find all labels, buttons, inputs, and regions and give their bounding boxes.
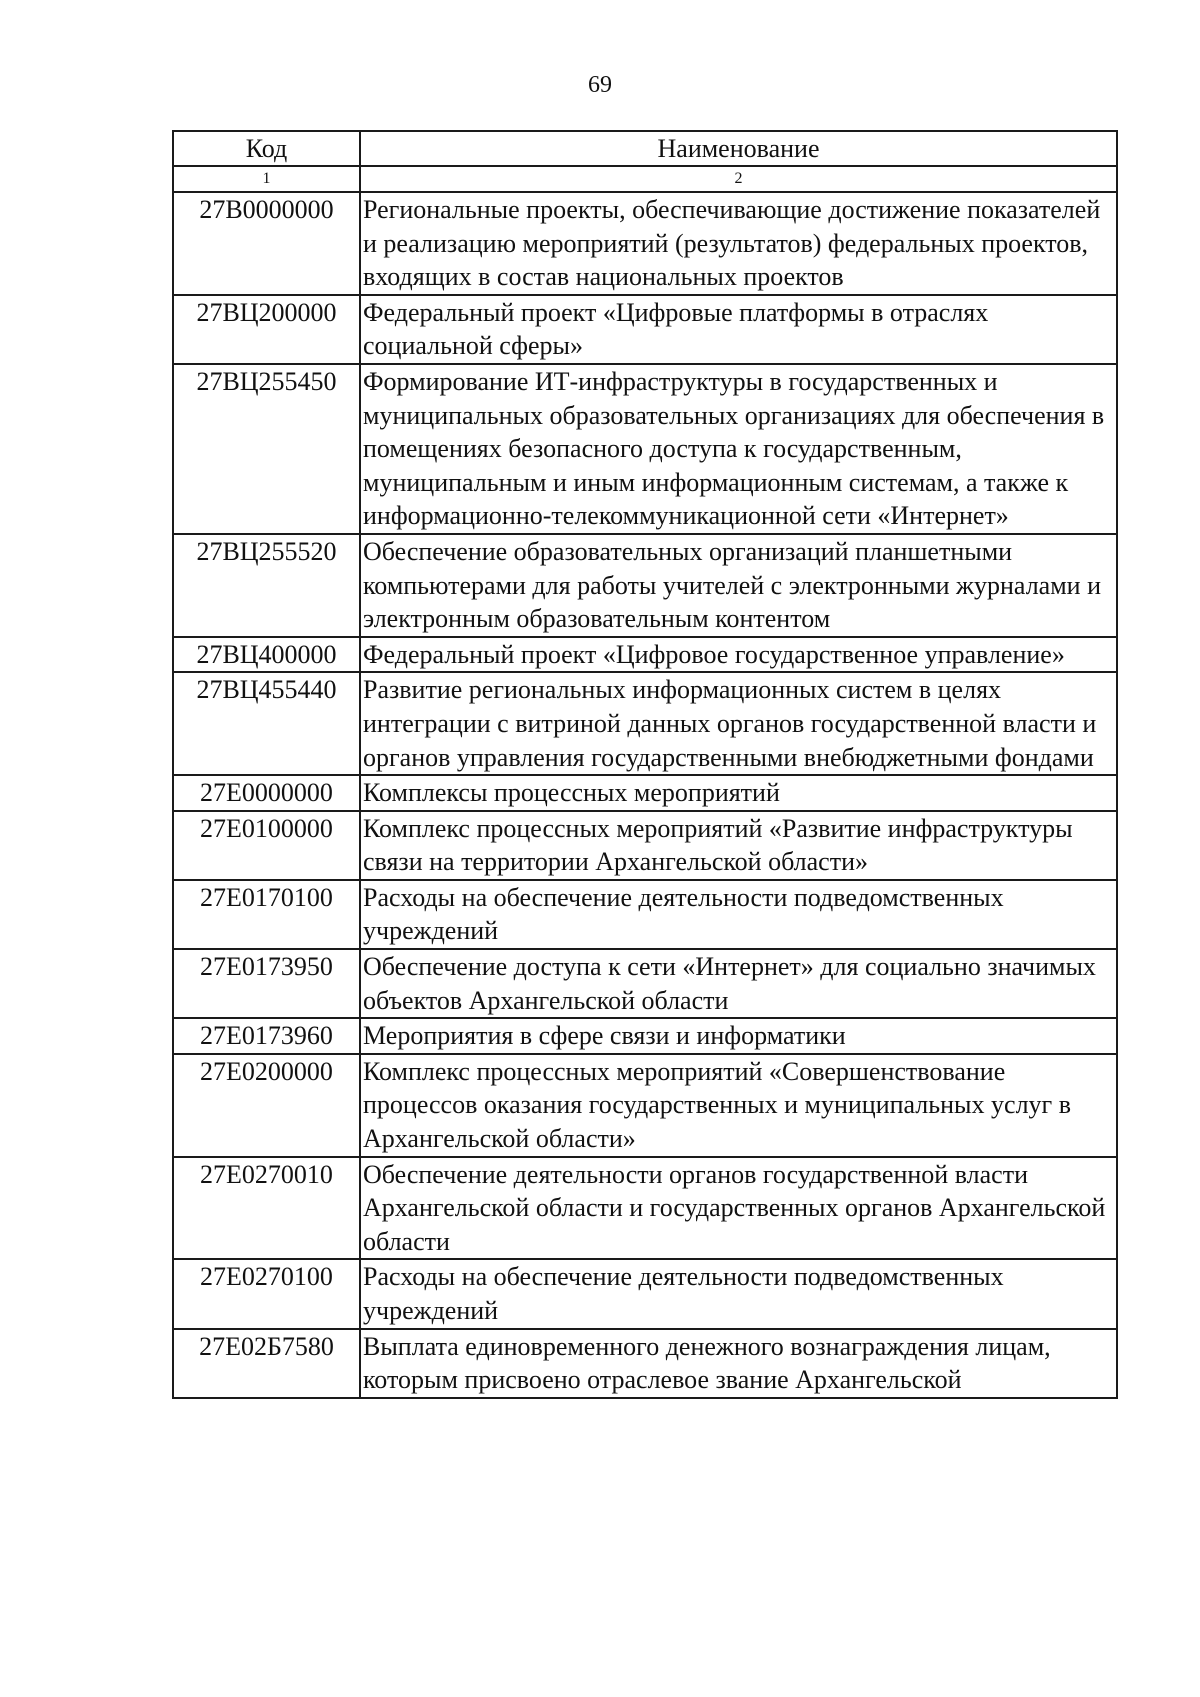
row-code: 27ВЦ255450 bbox=[173, 364, 360, 534]
table-row bbox=[173, 295, 1117, 364]
header-code: Код bbox=[173, 131, 360, 166]
row-code: 27Е0200000 bbox=[173, 1054, 360, 1157]
row-name: Выплата единовременного денежного вознаграждения лицам, которым присвоено отраслевое звание Архангельской bbox=[360, 1329, 1117, 1398]
column-number-row bbox=[173, 166, 1117, 192]
header-name: Наименование bbox=[360, 131, 1117, 166]
row-code: 27ВЦ400000 bbox=[173, 637, 360, 673]
row-name: Комплекс процессных мероприятий «Совершенствование процессов оказания государственных и муниципальных услуг в Архангельской области» bbox=[360, 1054, 1117, 1157]
row-name: Расходы на обеспечение деятельности подведомственных учреждений bbox=[360, 1259, 1117, 1328]
row-name: Обеспечение образовательных организаций планшетными компьютерами для работы учителей с электронными журналами и электронным образовательным контентом bbox=[360, 534, 1117, 637]
table-row bbox=[173, 775, 1117, 811]
row-code: 27Е0173960 bbox=[173, 1018, 360, 1054]
row-name: Федеральный проект «Цифровое государственное управление» bbox=[360, 637, 1117, 673]
table-header-row bbox=[173, 131, 1117, 166]
table-row bbox=[173, 811, 1117, 880]
row-code: 27Е0000000 bbox=[173, 775, 360, 811]
table-row bbox=[173, 1157, 1117, 1260]
table-row bbox=[173, 637, 1117, 673]
table-body bbox=[173, 192, 1117, 1398]
row-name: Комплекс процессных мероприятий «Развитие инфраструктуры связи на территории Архангельской области» bbox=[360, 811, 1117, 880]
page-number: 69 bbox=[588, 72, 612, 98]
row-code: 27Е0270010 bbox=[173, 1157, 360, 1260]
row-name: Формирование ИТ-инфраструктуры в государственных и муниципальных образовательных организациях для обеспечения в помещениях безопасного доступа к государственным, муниципальным и иным информационным системам, а также к информационно-телекоммуникационной сети «Интернет» bbox=[360, 364, 1117, 534]
row-code: 27ВЦ200000 bbox=[173, 295, 360, 364]
row-name: Обеспечение деятельности органов государственной власти Архангельской области и государственных органов Архангельской области bbox=[360, 1157, 1117, 1260]
row-code: 27ВЦ455440 bbox=[173, 672, 360, 775]
budget-code-table bbox=[172, 130, 1118, 1399]
row-code: 27Е0170100 bbox=[173, 880, 360, 949]
table-row bbox=[173, 1259, 1117, 1328]
table-row bbox=[173, 949, 1117, 1018]
table-row bbox=[173, 1329, 1117, 1398]
row-name: Обеспечение доступа к сети «Интернет» для социально значимых объектов Архангельской области bbox=[360, 949, 1117, 1018]
row-code: 27Е02Б7580 bbox=[173, 1329, 360, 1398]
table-row bbox=[173, 880, 1117, 949]
table-row bbox=[173, 364, 1117, 534]
row-name: Расходы на обеспечение деятельности подведомственных учреждений bbox=[360, 880, 1117, 949]
table-row bbox=[173, 534, 1117, 637]
column-number-1: 1 bbox=[173, 166, 360, 192]
table-row bbox=[173, 192, 1117, 295]
row-code: 27ВЦ255520 bbox=[173, 534, 360, 637]
column-number-2: 2 bbox=[360, 166, 1117, 192]
table-row bbox=[173, 1018, 1117, 1054]
row-code: 27В0000000 bbox=[173, 192, 360, 295]
row-name: Федеральный проект «Цифровые платформы в отраслях социальной сферы» bbox=[360, 295, 1117, 364]
row-name: Комплексы процессных мероприятий bbox=[360, 775, 1117, 811]
row-code: 27Е0173950 bbox=[173, 949, 360, 1018]
row-code: 27Е0100000 bbox=[173, 811, 360, 880]
row-code: 27Е0270100 bbox=[173, 1259, 360, 1328]
table-row bbox=[173, 1054, 1117, 1157]
table-row bbox=[173, 672, 1117, 775]
row-name: Развитие региональных информационных систем в целях интеграции с витриной данных органов государственной власти и органов управления государственными внебюджетными фондами bbox=[360, 672, 1117, 775]
row-name: Мероприятия в сфере связи и информатики bbox=[360, 1018, 1117, 1054]
row-name: Региональные проекты, обеспечивающие достижение показателей и реализацию мероприятий (результатов) федеральных проектов, входящих в состав национальных проектов bbox=[360, 192, 1117, 295]
